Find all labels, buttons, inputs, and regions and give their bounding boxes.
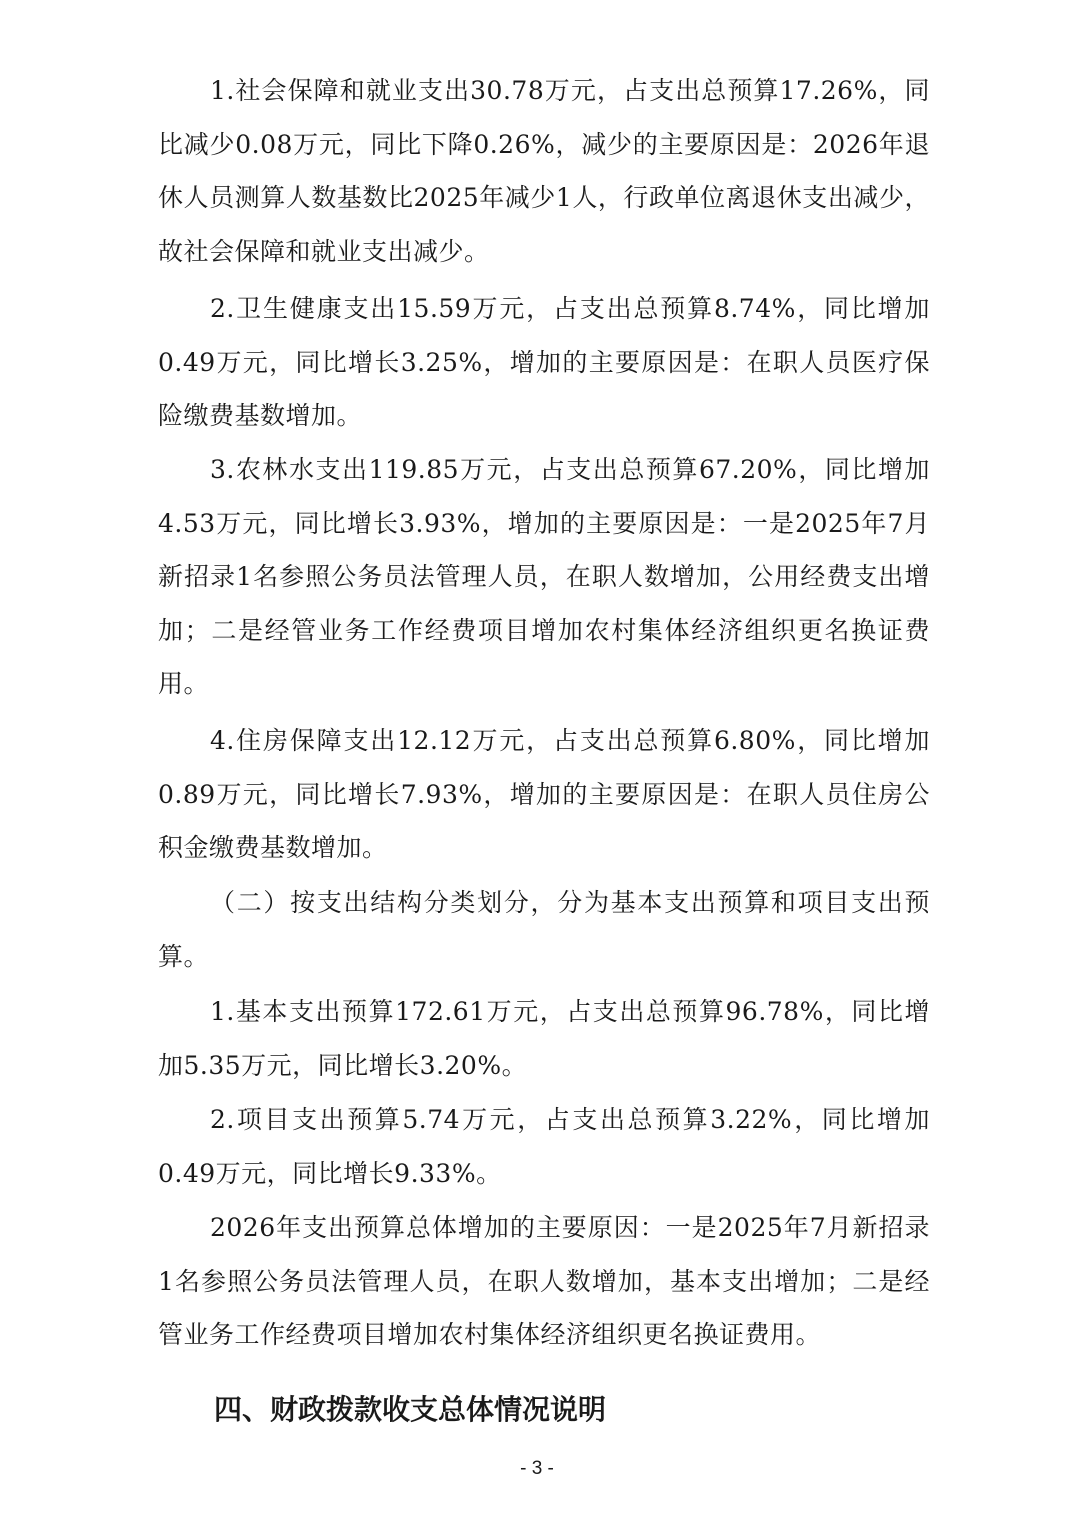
paragraph-social-security: 1.社会保障和就业支出30.78万元，占支出总预算17.26%，同比减少0.08万元，同比下降0.26%，减少的主要原因是：2026年退休人员测算人数基数比2025年减少1人，行政单位离退休支出减少，故社会保障和就业支出减少。 bbox=[158, 76, 930, 266]
paragraph-housing: 4.住房保障支出12.12万元，占支出总预算6.80%，同比增加0.89万元，同比增长7.93%，增加的主要原因是：在职人员住房公积金缴费基数增加。 bbox=[158, 726, 930, 862]
paragraph-project-expenditure: 2.项目支出预算5.74万元，占支出总预算3.22%，同比增加0.49万元，同比增长9.33%。 bbox=[158, 1105, 930, 1188]
paragraph-structure-classification: （二）按支出结构分类划分，分为基本支出预算和项目支出预算。 bbox=[158, 888, 930, 971]
paragraph-overall-reason: 2026年支出预算总体增加的主要原因：一是2025年7月新招录1名参照公务员法管理人员，在职人数增加，基本支出增加；二是经管业务工作经费项目增加农村集体经济组织更名换证费用。 bbox=[158, 1213, 930, 1349]
paragraph-health: 2.卫生健康支出15.59万元，占支出总预算8.74%，同比增加0.49万元，同比增长3.25%，增加的主要原因是：在职人员医疗保险缴费基数增加。 bbox=[158, 294, 930, 430]
paragraph-basic-expenditure: 1.基本支出预算172.61万元，占支出总预算96.78%，同比增加5.35万元，同比增长3.20%。 bbox=[158, 997, 930, 1080]
page-number: - 3 - bbox=[520, 1458, 554, 1479]
paragraph-agriculture: 3.农林水支出119.85万元，占支出总预算67.20%，同比增加4.53万元，同比增长3.93%，增加的主要原因是：一是2025年7月新招录1名参照公务员法管理人员，在职人数增加，公用经费支出增加；二是经管业务工作经费项目增加农村集体经济组织更名换证费用。 bbox=[158, 455, 930, 698]
section-heading: 四、财政拨款收支总体情况说明 bbox=[214, 1393, 607, 1426]
